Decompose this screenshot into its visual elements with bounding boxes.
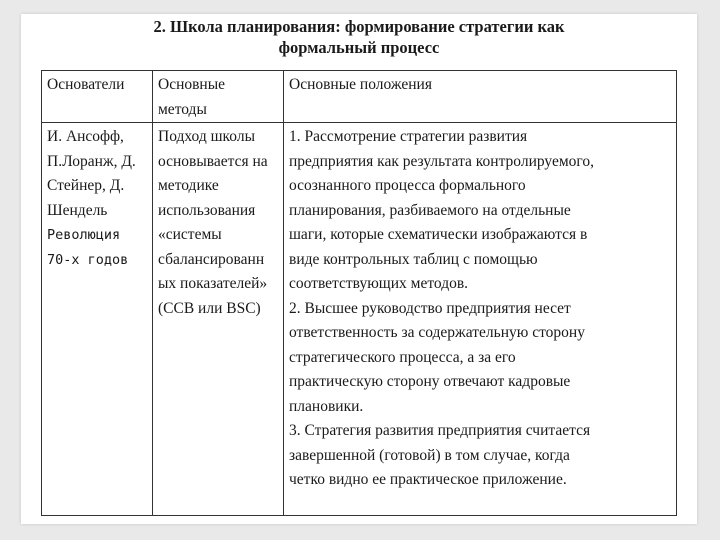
cell-methods bbox=[153, 123, 284, 516]
header-methods: Основные методы bbox=[153, 71, 284, 123]
table-row bbox=[42, 123, 677, 516]
cell-provisions bbox=[284, 123, 677, 516]
cell-founders bbox=[42, 123, 153, 516]
header-provisions: Основные положения bbox=[284, 71, 677, 123]
founders-era: Революция 70-х годов bbox=[47, 227, 129, 268]
slide-page bbox=[21, 14, 697, 524]
provisions-text: 1. Рассмотрение стратегии развития предприятия как результата контролируемого, осознанного процесса формального планирования, разбиваемого на отдельные шаги, которые схематически изображаются в виде контрольных таблиц с помощью соответствующих методов. 2. Высшее руководство предприятия несет ответственность за содержательную сторону стратегического процесса, а за его практическую сторону отвечают кадровые плановики. 3. Стратегия развития предприятия считается завершенной (готовой) в том случае, когда четко видно ее практическое приложение. bbox=[289, 128, 594, 488]
slide-title-line-2: формальный процесс bbox=[278, 38, 440, 57]
founders-names: И. Ансофф, П.Лоранж, Д. Стейнер, Д. Шендель bbox=[47, 128, 136, 219]
slide-title bbox=[21, 16, 697, 58]
header-founders: Основатели bbox=[42, 71, 153, 123]
strategy-school-table bbox=[41, 70, 677, 516]
methods-text: Подход школы основывается на методике использования «системы сбалансированн ых показателей» (ССВ или BSC) bbox=[158, 128, 268, 317]
table-header-row bbox=[42, 71, 677, 123]
slide-title-line-1: 2. Школа планирования: формирование стратегии как bbox=[153, 17, 565, 36]
